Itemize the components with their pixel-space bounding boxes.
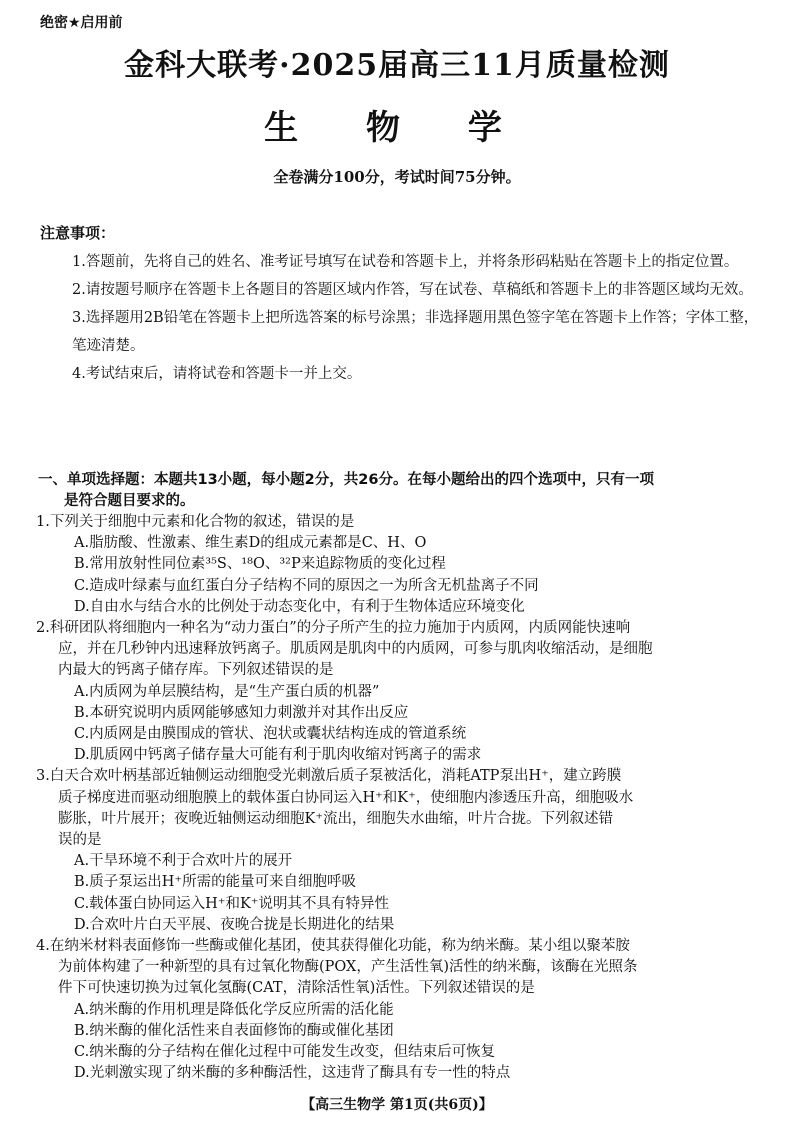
notice-item: 4.考试结束后，请将试卷和答题卡一并上交。: [72, 366, 362, 382]
question-stem: 3.白天合欢叶柄基部近轴侧运动细胞受光刺激后质子泵被活化，消耗ATP泵出H⁺，建立跨膜: [36, 768, 622, 785]
option-d: D.合欢叶片白天平展、夜晚合拢是长期进化的结果: [74, 916, 395, 933]
subject-title: 生 物 学: [264, 108, 530, 148]
confidential-label: 绝密★启用前: [40, 15, 123, 31]
option-a: A.脂肪酸、性激素、维生素D的组成元素都是C、H、O: [74, 535, 427, 552]
question-1: [36, 512, 762, 618]
question-stem: 2.科研团队将细胞内一种名为“动力蛋白”的分子所产生的拉力施加于内质网，内质网能快速响: [36, 620, 631, 637]
section-heading-line1: 一、单项选择题：本题共13小题，每小题2分，共26分。在每小题给出的四个选项中，只有一项: [38, 472, 654, 488]
option-b: B.本研究说明内质网能够感知力刺激并对其作出反应: [74, 704, 409, 721]
option-d: D.光刺激实现了纳米酶的多种酶活性，这违背了酶具有专一性的特点: [74, 1065, 511, 1082]
question-stem-cont: 质子梯度进而驱动细胞膜上的载体蛋白协同运入H⁺和K⁺，使细胞内渗透压升高，细胞吸水: [58, 789, 634, 806]
option-c: C.造成叶绿素与血红蛋白分子结构不同的原因之一为所含无机盐离子不同: [74, 577, 539, 594]
option-b: B.质子泵运出H⁺所需的能量可来自细胞呼吸: [74, 874, 357, 891]
notice-item: 2.请按题号顺序在答题卡上各题目的答题区域内作答，写在试卷、草稿纸和答题卡上的非答题区域均无效。: [72, 282, 753, 298]
question-stem-cont: 误的是: [58, 832, 102, 849]
option-a: A.纳米酶的作用机理是降低化学反应所需的活化能: [74, 1001, 394, 1018]
question-stem: 1.下列关于细胞中元素和化合物的叙述，错误的是: [36, 514, 355, 530]
option-a: A.干旱环境不利于合欢叶片的展开: [74, 853, 293, 870]
option-b: B.纳米酶的催化活性来自表面修饰的酶或催化基团: [74, 1022, 394, 1039]
question-3: [36, 766, 762, 936]
score-time-info: 全卷满分100分，考试时间75分钟。: [273, 168, 521, 186]
question-stem-cont: 为前体构建了一种新型的具有过氧化物酶(POX，产生活性氧)活性的纳米酶，该酶在光照条: [58, 959, 638, 976]
question-stem-cont: 应，并在几秒钟内迅速释放钙离子。肌质网是肌肉中的内质网，可参与肌肉收缩活动，是细胞: [58, 641, 653, 658]
question-4: [36, 936, 762, 1084]
page-footer: 【高三生物学 第1页(共6页)】: [301, 1097, 493, 1113]
option-c: C.载体蛋白协同运入H⁺和K⁺说明其不具有特异性: [74, 895, 389, 912]
section-heading-line2: 是符合题目要求的。: [64, 493, 195, 509]
option-b: B.常用放射性同位素³⁵S、¹⁸O、³²P来追踪物质的变化过程: [74, 556, 446, 573]
option-c: C.纳米酶的分子结构在催化过程中可能发生改变，但结束后可恢复: [74, 1044, 496, 1061]
question-stem-cont: 膨胀，叶片展开；夜晚近轴侧运动细胞K⁺流出，细胞失水曲缩，叶片合拢。下列叙述错: [58, 810, 613, 827]
question-stem-cont: 件下可快速切换为过氧化氢酶(CAT，清除活性氧)活性。下列叙述错误的是: [58, 980, 535, 997]
question-stem-cont: 内最大的钙离子储存库。下列叙述错误的是: [58, 662, 334, 679]
option-c: C.内质网是由膜围成的管状、泡状或囊状结构连成的管道系统: [74, 726, 467, 743]
option-d: D.肌质网中钙离子储存量大可能有利于肌肉收缩对钙离子的需求: [74, 747, 482, 764]
notice-heading: 注意事项：: [40, 224, 116, 242]
option-d: D.自由水与结合水的比例处于动态变化中，有利于生物体适应环境变化: [74, 598, 525, 615]
question-list: [36, 512, 762, 1084]
option-a: A.内质网为单层膜结构，是“生产蛋白质的机器”: [74, 683, 380, 700]
exam-title: 金科大联考·2025届高三11月质量检测: [124, 48, 670, 83]
notice-item: 3.选择题用2B铅笔在答题卡上把所选答案的标号涂黑；非选择题用黑色签字笔在答题卡上作答；字体工整，笔迹清楚。: [72, 310, 759, 354]
notice-list: [72, 248, 762, 388]
question-2: [36, 618, 762, 766]
question-stem: 4.在纳米材料表面修饰一些酶或催化基团，使其获得催化功能，称为纳米酶。某小组以聚苯胺: [36, 938, 630, 955]
notice-item: 1.答题前，先将自己的姓名、准考证号填写在试卷和答题卡上，并将条形码粘贴在答题卡上的指定位置。: [72, 254, 739, 270]
section-heading: [38, 470, 760, 512]
